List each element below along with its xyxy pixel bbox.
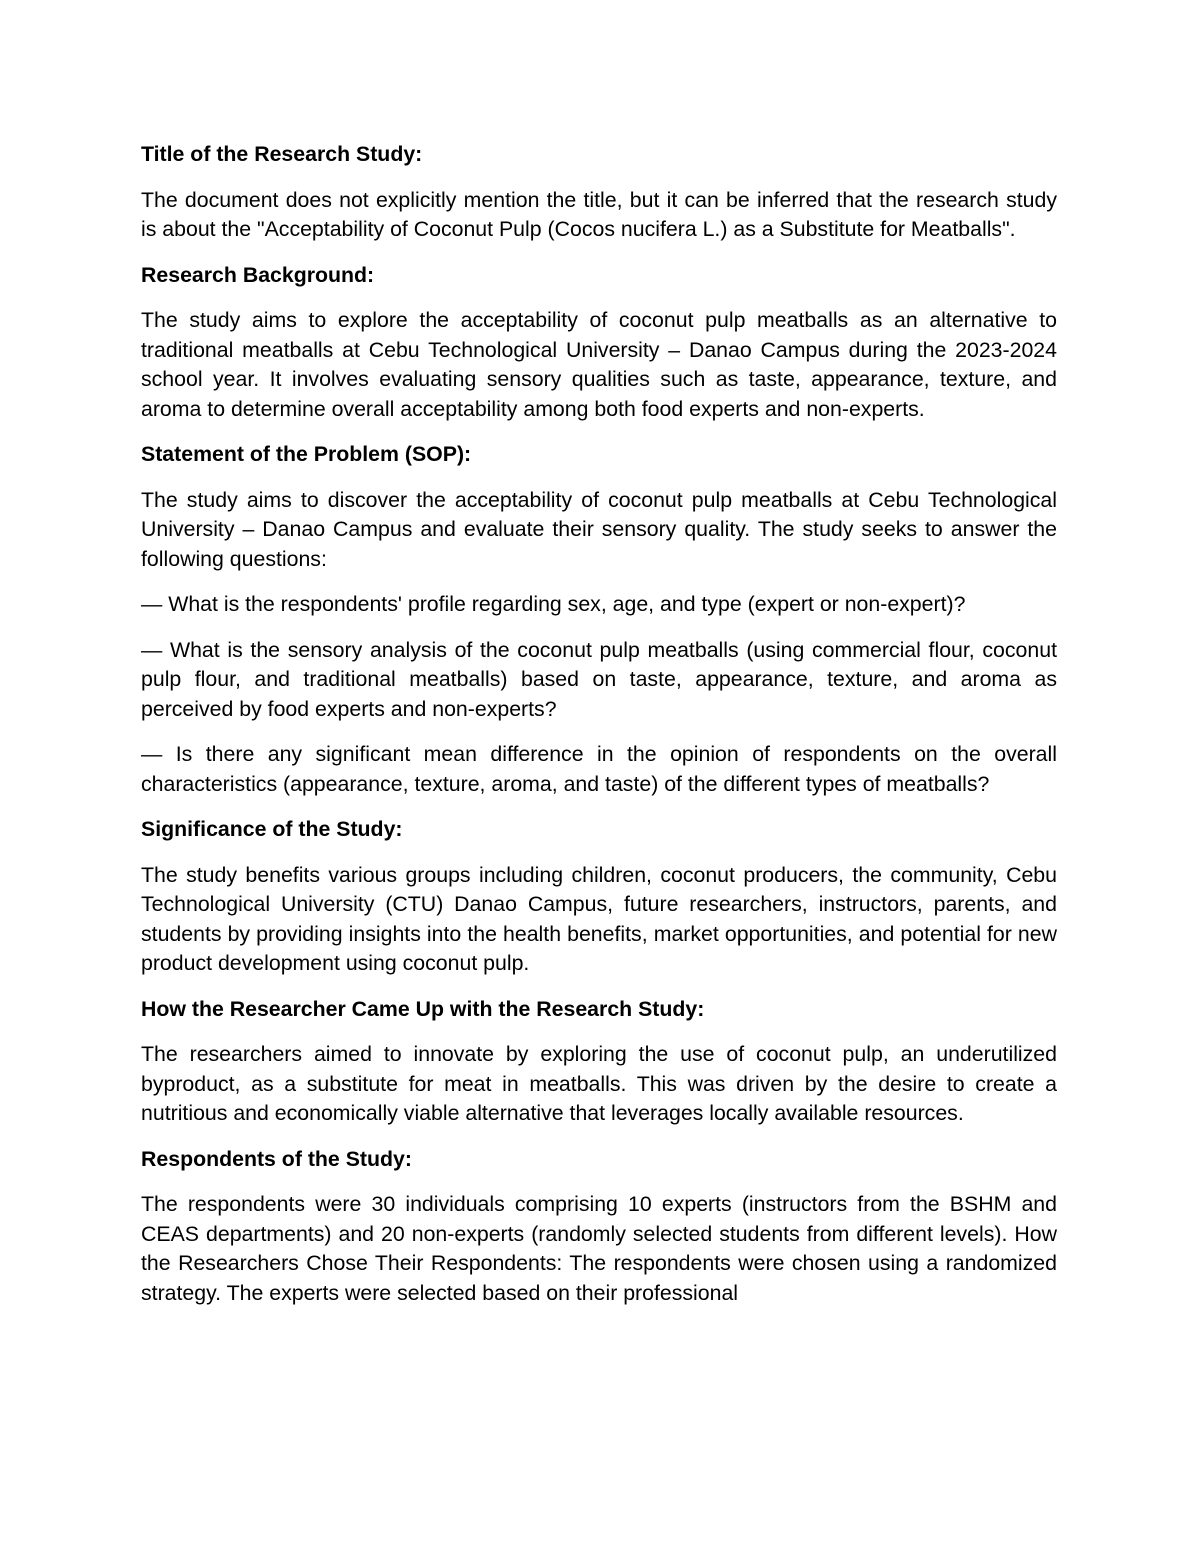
heading-how-researcher-came-up: How the Researcher Came Up with the Research Study: [141,996,705,1021]
sop-question-3: — Is there any significant mean difference in the opinion of respondents on the overall characteristics (appearance, texture, aroma, and taste) of the different types of meatballs? [141,742,1057,796]
heading-title-of-study: Title of the Research Study: [141,142,423,166]
sop-question-1: — What is the respondents' profile regarding sex, age, and type (expert or non-expert)? [141,592,966,616]
paragraph-significance: The study benefits various groups including children, coconut producers, the community, Cebu Technological University (CTU) Danao Campus, future researchers, instructors, parents, and students by providing insights into the health benefits, market opportunities, and potential for new product development using coconut pulp. [141,862,1057,975]
document-page [141,140,1057,1324]
heading-respondents: Respondents of the Study: [141,1146,412,1171]
heading-significance: Significance of the Study: [141,817,403,841]
paragraph-respondents: The respondents were 30 individuals comprising 10 experts (instructors from the BSHM and CEAS departments) and 20 non-experts (randomly selected students from different levels). How the Researchers Chose Their Respondents: The respondents were chosen using a randomized strategy. The experts were selected based on their professional [141,1192,1057,1305]
paragraph-research-background: The study aims to explore the acceptability of coconut pulp meatballs as an alternative to traditional meatballs at Cebu Technological University – Danao Campus during the 2023-2024 school year. It involves evaluating sensory qualities such as taste, appearance, texture, and aroma to determine overall acceptability among both food experts and non-experts. [141,308,1057,421]
heading-research-background: Research Background: [141,262,375,287]
sop-question-2: — What is the sensory analysis of the coconut pulp meatballs (using commercial flour, coconut pulp flour, and traditional meatballs) based on taste, appearance, texture, and aroma as perceived by food experts and non-experts? [141,637,1057,721]
paragraph-sop-intro: The study aims to discover the acceptability of coconut pulp meatballs at Cebu Technological University – Danao Campus and evaluate their sensory quality. The study seeks to answer the following questions: [141,487,1057,571]
paragraph-how-researcher-came-up: The researchers aimed to innovate by exploring the use of coconut pulp, an underutilized byproduct, as a substitute for meat in meatballs. This was driven by the desire to create a nutritious and economically viable alternative that leverages locally available resources. [141,1042,1057,1125]
paragraph-title-of-study: The document does not explicitly mention the title, but it can be inferred that the research study is about the "Acceptability of Coconut Pulp (Cocos nucifera L.) as a Substitute for Meatballs". [141,187,1057,241]
heading-statement-of-problem: Statement of the Problem (SOP): [141,442,472,466]
